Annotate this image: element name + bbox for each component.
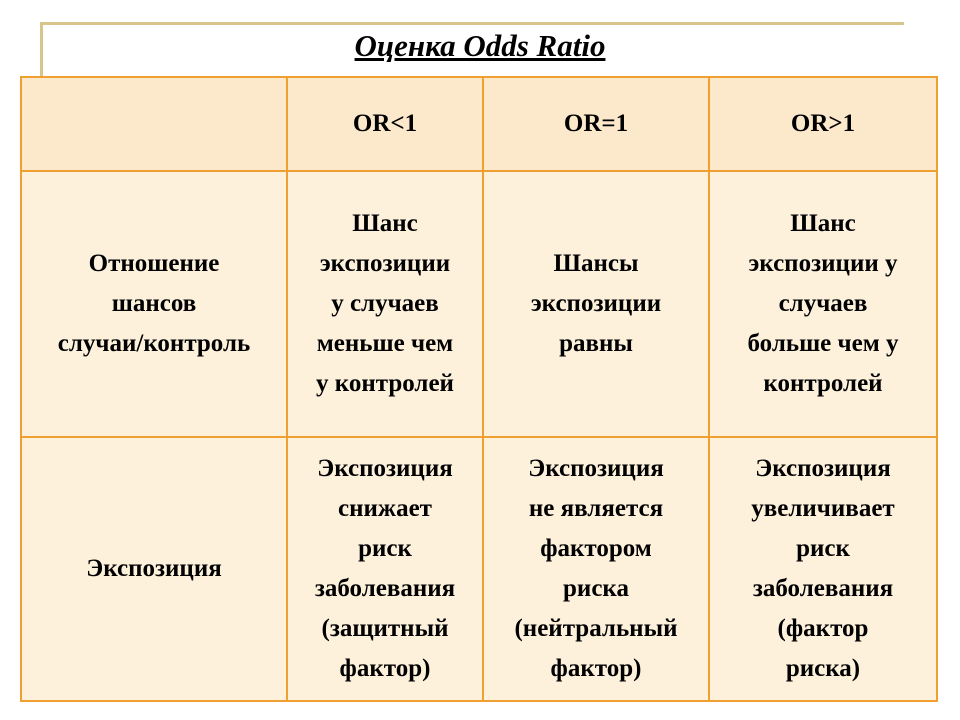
header-cell-or-equal-1: OR=1 — [483, 77, 709, 171]
header-cell-or-less-1: OR<1 — [287, 77, 483, 171]
header-row — [21, 77, 937, 171]
header-cell-empty — [21, 77, 287, 171]
table-row — [21, 171, 937, 437]
table-cell: Шанс экспозиции у случаев меньше чем у контролей — [287, 171, 483, 437]
odds-ratio-table — [20, 76, 938, 702]
table-cell: Экспозиция снижает риск заболевания (защитный фактор) — [287, 437, 483, 701]
table-cell: Шансы экспозиции равны — [483, 171, 709, 437]
table-cell: Экспозиция увеличивает риск заболевания (фактор риска) — [709, 437, 937, 701]
row-label-exposure: Экспозиция — [21, 437, 287, 701]
table-row — [21, 437, 937, 701]
decorative-top-line — [40, 22, 904, 25]
row-label-odds-ratio: Отношение шансов случаи/контроль — [21, 171, 287, 437]
table-cell: Шанс экспозиции у случаев больше чем у контролей — [709, 171, 937, 437]
header-cell-or-greater-1: OR>1 — [709, 77, 937, 171]
table-cell: Экспозиция не является фактором риска (нейтральный фактор) — [483, 437, 709, 701]
page-title: Оценка Odds Ratio — [354, 28, 606, 63]
